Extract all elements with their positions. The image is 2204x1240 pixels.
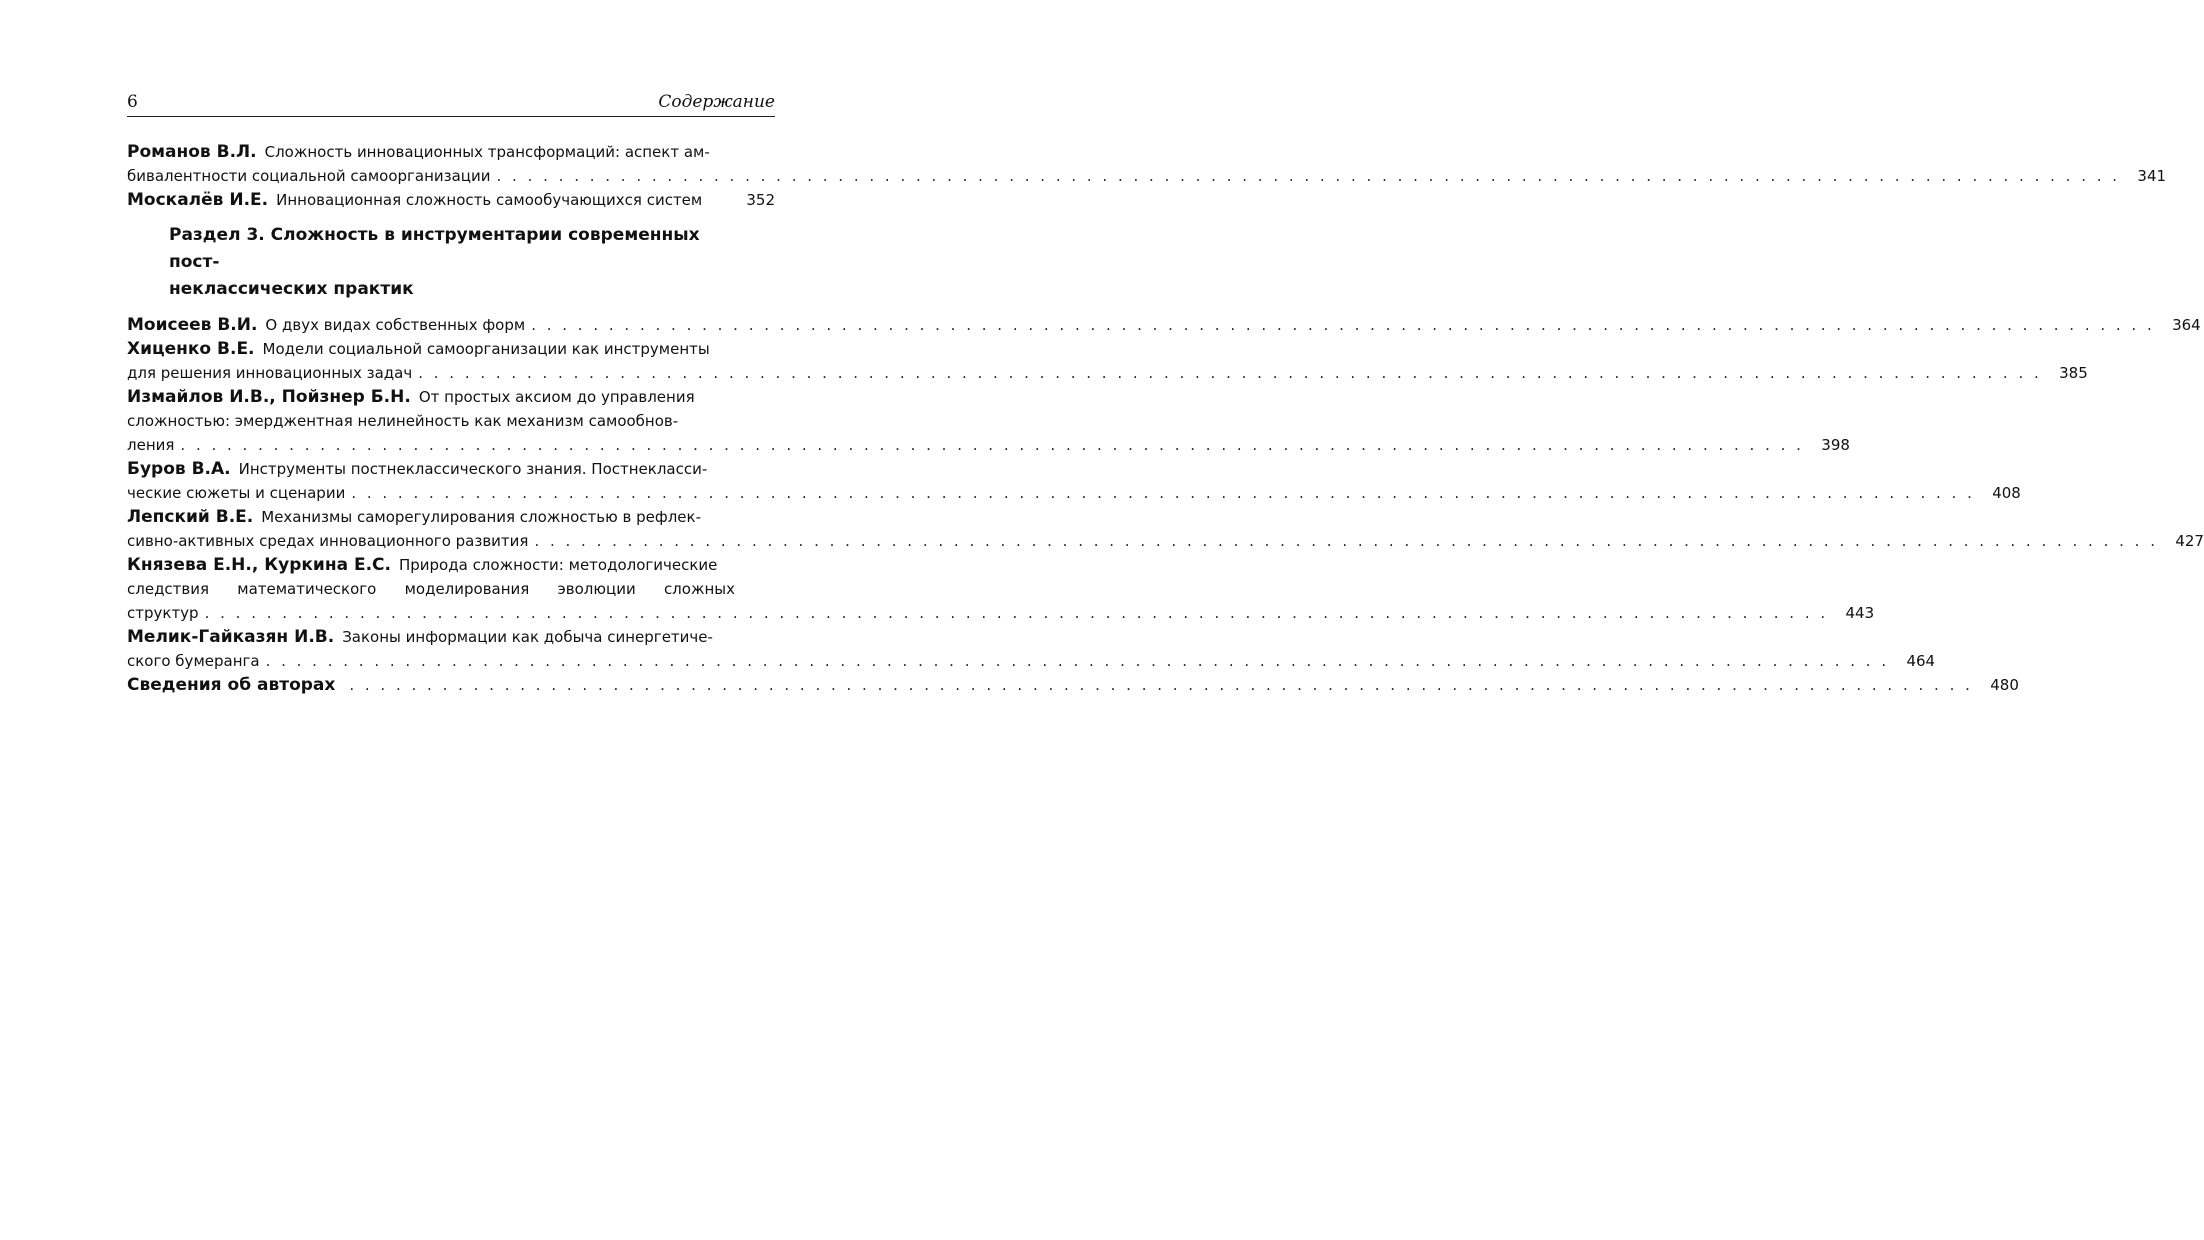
toc-title-cont: ления (127, 436, 175, 454)
toc-title: Модели социальной самоорганизации как инструменты (262, 340, 710, 358)
toc-line (127, 385, 735, 409)
toc-title: Инструменты постнеклассического знания. Постнекласси- (238, 460, 708, 478)
toc-author: Буров В.А. (127, 459, 231, 479)
toc-entry[interactable] (127, 140, 2167, 188)
toc-word: моделирования (404, 580, 530, 598)
leader-dots: . . . . . . . . . . . . . . . . . . . . . . . . . . . . . . . . . . . . . . . . . . . . . . . . . . . . . . . . . . . . . . . . . . . . . . . . . . . . . . . . . . . . . . . . . . . . . . . . . . . . . . . . . (351, 484, 1975, 502)
toc-title-cont: структур (127, 604, 199, 622)
toc-author: Лепский В.Е. (127, 507, 254, 527)
toc-title-cont: ского бумеранга (127, 652, 260, 670)
section-heading[interactable] (169, 222, 735, 303)
running-title: Содержание (658, 92, 775, 112)
toc-author: Хиценко В.Е. (127, 339, 255, 359)
leader-dots: . . . . . . . . . . . . . . . . . . . . . . . . . . . . . . . . . . . . . . . . . . . . . . . . . . . . . . . . . . . . . . . . . . . . . . . . . . . . . . . . . . . . . . . . . . . . . . . . . . . . . . . . . (418, 364, 2042, 382)
toc-page-number: 398 (1821, 436, 1850, 454)
toc-page-number: 480 (1990, 676, 2019, 694)
page-number: 6 (127, 92, 138, 112)
toc-word: сложных (663, 580, 735, 598)
toc-entry[interactable] (127, 188, 775, 212)
toc-author: Москалёв И.Е. (127, 190, 269, 210)
toc-page-number: 341 (2137, 167, 2167, 185)
toc-line (127, 433, 1850, 457)
toc-line (127, 577, 735, 601)
toc-title: Сложность инновационных трансформаций: аспект ам- (264, 143, 710, 161)
toc-entry[interactable] (127, 457, 2021, 505)
table-of-contents (127, 140, 2204, 697)
toc-entry[interactable] (127, 553, 1875, 625)
toc-line (127, 553, 735, 577)
toc-title-cont: ческие сюжеты и сценарии (127, 484, 346, 502)
leader-dots: . . . . . . . . . . . . . . . . . . . . . . . . . . . . . . . . . . . . . . . . . . . . . . . . . . . . . . . . . . . . . . . . . . . . . . . . . . . . . . . . . . . . . . . . . . . . . . . . . . . . . . . . . (349, 676, 1973, 694)
toc-line (127, 361, 2088, 385)
toc-line (127, 457, 735, 481)
toc-title-cont: сложностью: эмерджентная нелинейность как механизм самообнов- (127, 412, 679, 430)
toc-entry[interactable] (127, 625, 1936, 673)
toc-title: О двух видах собственных форм (265, 316, 526, 334)
toc-title: Механизмы саморегулирования сложностью в рефлек- (261, 508, 702, 526)
toc-line (127, 601, 1875, 625)
toc-author: Мелик-Гайказян И.В. (127, 627, 335, 647)
toc-title: Инновационная сложность самообучающихся систем (276, 191, 703, 209)
toc-line (127, 140, 735, 164)
toc-page-number: 364 (2172, 316, 2201, 334)
toc-page-number: 427 (2175, 532, 2204, 550)
toc-page-number: 443 (1845, 604, 1875, 622)
toc-author: Князева Е.Н., Куркина Е.С. (127, 555, 391, 575)
leader-dots: . . . . . . . . . . . . . . . . . . . . . . . . . . . . . . . . . . . . . . . . . . . . . . . . . . . . . . . . . . . . . . . . . . . . . . . . . . . . . . . . . . . . . . . . . . . . . . . . . . . . . . . . . (534, 532, 2158, 550)
toc-entry[interactable] (127, 313, 2201, 337)
toc-word: математического (237, 580, 377, 598)
running-header (127, 88, 775, 117)
toc-author: Измайлов И.В., Пойзнер Б.Н. (127, 387, 411, 407)
toc-entry[interactable] (127, 385, 1850, 457)
toc-line (127, 409, 735, 433)
toc-title-cont: для решения инновационных задач (127, 364, 413, 382)
toc-title: От простых аксиом до управления (418, 388, 695, 406)
leader-dots: . . . . . . . . . . . . . . . . . . . . . . . . . . . . . . . . . . . . . . . . . . . . . . . . . . . . . . . . . . . . . . . . . . . . . . . . . . . . . . . . . . . . . . . . . . . . . . . . . . . . . . . . . (180, 436, 1804, 454)
toc-page-number: 464 (1906, 652, 1936, 670)
toc-word: эволюции (557, 580, 636, 598)
toc-line (127, 164, 2167, 188)
toc-title-cont: бивалентности социальной самоорганизации (127, 167, 491, 185)
toc-title: Законы информации как добыча синергетиче- (342, 628, 713, 646)
toc-entry[interactable] (127, 673, 2019, 697)
toc-page-number: 352 (746, 191, 775, 209)
toc-word: следствия (127, 580, 210, 598)
leader-dots: . . . . . . . . . . . . . . . . . . . . . . . . . . . . . . . . . . . . . . . . . . . . . . . . . . . . . . . . . . . . . . . . . . . . . . . . . . . . . . . . . . . . . . . . . . . . . . . . . . . . . . . . . (496, 167, 2121, 185)
toc-entry[interactable] (127, 337, 2088, 385)
toc-line (127, 481, 2021, 505)
section-heading-line: Раздел 3. Сложность в инструментарии современных пост- (169, 225, 700, 272)
section-heading-line: неклассических практик (169, 279, 414, 299)
toc-line (127, 649, 1936, 673)
toc-author: Моисеев В.И. (127, 315, 258, 335)
toc-author: Сведения об авторах (127, 675, 336, 695)
toc-title-cont: сивно-активных средах инновационного развития (127, 532, 529, 550)
toc-line (127, 505, 735, 529)
leader-dots: . . . . . . . . . . . . . . . . . . . . . . . . . . . . . . . . . . . . . . . . . . . . . . . . . . . . . . . . . . . . . . . . . . . . . . . . . . . . . . . . . . . . . . . . . . . . . . . . . . . . . . . . . (265, 652, 1890, 670)
toc-line (127, 673, 2019, 697)
toc-line (127, 188, 775, 212)
toc-line (127, 337, 735, 361)
leader-dots: . . . . . . . . . . . . . . . . . . . . . . . . . . . . . . . . . . . . . . . . . . . . . . . . . . . . . . . . . . . . . . . . . . . . . . . . . . . . . . . . . . . . . . . . . . . . . . . . . . . . . . . . . (531, 316, 2155, 334)
toc-title: Природа сложности: методологические (398, 556, 718, 574)
toc-line (127, 529, 2204, 553)
toc-page-number: 385 (2059, 364, 2088, 382)
toc-line (127, 313, 2201, 337)
toc-page-number: 408 (1992, 484, 2021, 502)
toc-author: Романов В.Л. (127, 142, 257, 162)
toc-entry[interactable] (127, 505, 2204, 553)
leader-dots: . . . . . . . . . . . . . . . . . . . . . . . . . . . . . . . . . . . . . . . . . . . . . . . . . . . . . . . . . . . . . . . . . . . . . . . . . . . . . . . . . . . . . . . . . . . . . . . . . . . . . . . . . (204, 604, 1829, 622)
toc-line (127, 625, 735, 649)
